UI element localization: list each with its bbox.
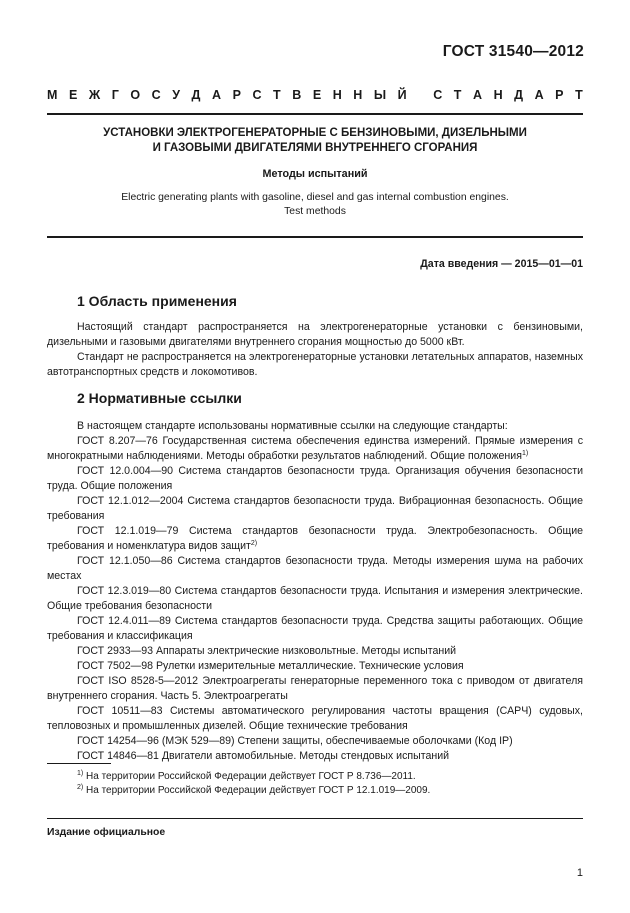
reference-item <box>47 674 583 704</box>
english-title-line-2: Test methods <box>284 206 346 217</box>
reference-text: ГОСТ 10511—83 Системы автоматического регулирования частоты вращения (САРЧ) судовых, тепловозных и промышленных дизелей. Общие технические требования <box>47 705 583 732</box>
label-letter: А <box>534 88 544 102</box>
footnote-mark: 1) <box>77 770 84 777</box>
reference-item <box>47 584 583 614</box>
english-title <box>47 191 583 219</box>
label-letter: Т <box>575 88 583 102</box>
reference-item <box>47 524 583 554</box>
title-line-1: УСТАНОВКИ ЭЛЕКТРОГЕНЕРАТОРНЫЕ С БЕНЗИНОВЫМИ, ДИЗЕЛЬНЫМИ <box>103 127 527 139</box>
label-letter: Н <box>353 88 363 102</box>
section-1-paragraph: Настоящий стандарт распространяется на электрогенераторные установки с бензиновыми, дизельными и газовыми двигателями внутреннего сгорания мощностью до 5000 кВт. <box>47 321 583 348</box>
label-letter: М <box>47 88 58 102</box>
section-1-paragraph: Стандарт не распространяется на электрогенераторные установки летательных аппаратов, наземных автотранспортных средств и локомотивов. <box>47 351 583 378</box>
page-number: 1 <box>576 867 583 879</box>
label-letter: С <box>433 88 443 102</box>
label-letter: Т <box>273 88 281 102</box>
reference-text: ГОСТ 12.1.050—86 Система стандартов безопасности труда. Методы измерения шума на рабочих местах <box>47 555 583 582</box>
footnote-item <box>77 770 430 784</box>
label-letter: А <box>212 88 222 102</box>
reference-item <box>47 659 583 674</box>
footnote-mark: 2) <box>77 784 84 791</box>
label-letter: Г <box>111 88 119 102</box>
label-letter: Д <box>191 88 201 102</box>
label-letter: Н <box>493 88 503 102</box>
interstate-standard-label <box>47 88 583 103</box>
english-title-line-1: Electric generating plants with gasoline, diesel and gas internal combustion engines. <box>121 192 509 203</box>
footnote-item <box>77 784 430 798</box>
label-letter: Р <box>232 88 241 102</box>
footnote-text: На территории Российской Федерации действует ГОСТ Р 12.1.019—2009. <box>86 785 431 796</box>
reference-item <box>47 704 583 734</box>
label-letter: У <box>172 88 180 102</box>
label-space <box>418 88 421 103</box>
label-letter: Ж <box>88 88 101 102</box>
label-letter: Е <box>68 88 78 102</box>
bottom-divider <box>47 818 583 819</box>
reference-item <box>47 494 583 524</box>
reference-text: ГОСТ ISO 8528-5—2012 Электроагрегаты генераторные переменного тока с приводом от двигателя внутреннего сгорания. Часть 5. Электроагрегаты <box>47 675 583 702</box>
edition-label: Издание официальное <box>47 827 166 838</box>
reference-item <box>47 614 583 644</box>
standard-number: ГОСТ 31540—2012 <box>442 43 584 60</box>
reference-text: ГОСТ 12.1.012—2004 Система стандартов безопасности труда. Вибрационная безопасность. Общие требования <box>47 495 583 522</box>
reference-text: ГОСТ 14254—96 (МЭК 529—89) Степени защиты, обеспечиваемые оболочками (Код IP) <box>77 735 513 747</box>
reference-text: ГОСТ 12.1.019—79 Система стандартов безопасности труда. Электробезопасность. Общие требования и номенклатура видов защит <box>47 525 583 552</box>
reference-text: ГОСТ 14846—81 Двигатели автомобильные. Методы стендовых испытаний <box>77 750 450 762</box>
label-letter: С <box>151 88 161 102</box>
footnote-mark: 1) <box>521 450 529 457</box>
reference-item <box>47 434 583 464</box>
label-letter: Д <box>514 88 524 102</box>
reference-text: ГОСТ 2933—93 Аппараты электрические низковольтные. Методы испытаний <box>77 645 457 657</box>
label-letter: Й <box>397 88 407 102</box>
label-letter: В <box>292 88 302 102</box>
section-2-heading: 2 Нормативные ссылки <box>77 390 242 406</box>
footnote-separator <box>47 763 111 764</box>
reference-text: ГОСТ 8.207—76 Государственная система обеспечения единства измерений. Прямые измерения с многократными наблюдениями. Методы обработки результатов наблюдений. Общие положения <box>47 435 583 462</box>
top-divider <box>47 113 583 115</box>
section-1-heading: 1 Область применения <box>77 293 237 309</box>
label-letter: А <box>472 88 483 102</box>
footnote-text: На территории Российской Федерации действует ГОСТ Р 8.736—2011. <box>86 771 416 782</box>
reference-item <box>47 644 583 659</box>
footnote-mark: 2) <box>250 540 258 547</box>
section-2-intro: В настоящем стандарте использованы нормативные ссылки на следующие стандарты: <box>77 420 508 432</box>
reference-text: ГОСТ 7502—98 Рулетки измерительные металлические. Технические условия <box>77 660 464 672</box>
reference-item <box>47 464 583 494</box>
reference-text: ГОСТ 12.3.019—80 Система стандартов безопасности труда. Испытания и измерения электрические. Общие требования безопасности <box>47 585 583 612</box>
label-letter: Е <box>312 88 322 102</box>
section-1-body <box>47 320 583 380</box>
introduction-date: Дата введения — 2015—01—01 <box>420 258 583 270</box>
label-letter: О <box>130 88 141 102</box>
label-letter: Р <box>555 88 564 102</box>
document-title <box>47 126 583 156</box>
reference-text: ГОСТ 12.0.004—90 Система стандартов безопасности труда. Организация обучения безопасности труда. Общие положения <box>47 465 583 492</box>
section-2-body <box>47 419 583 764</box>
label-letter: Н <box>332 88 342 102</box>
reference-item <box>47 749 583 764</box>
label-letter: С <box>252 88 262 102</box>
reference-item <box>47 734 583 749</box>
document-subtitle: Методы испытаний <box>262 168 368 180</box>
label-letter: Т <box>453 88 462 102</box>
reference-item <box>47 554 583 584</box>
title-divider <box>47 236 583 238</box>
footnotes <box>77 770 430 798</box>
title-line-2: И ГАЗОВЫМИ ДВИГАТЕЛЯМИ ВНУТРЕННЕГО СГОРАНИЯ <box>152 142 478 154</box>
reference-text: ГОСТ 12.4.011—89 Система стандартов безопасности труда. Средства защиты работающих. Общие требования и классификация <box>47 615 583 642</box>
label-letter: Ы <box>373 88 387 102</box>
